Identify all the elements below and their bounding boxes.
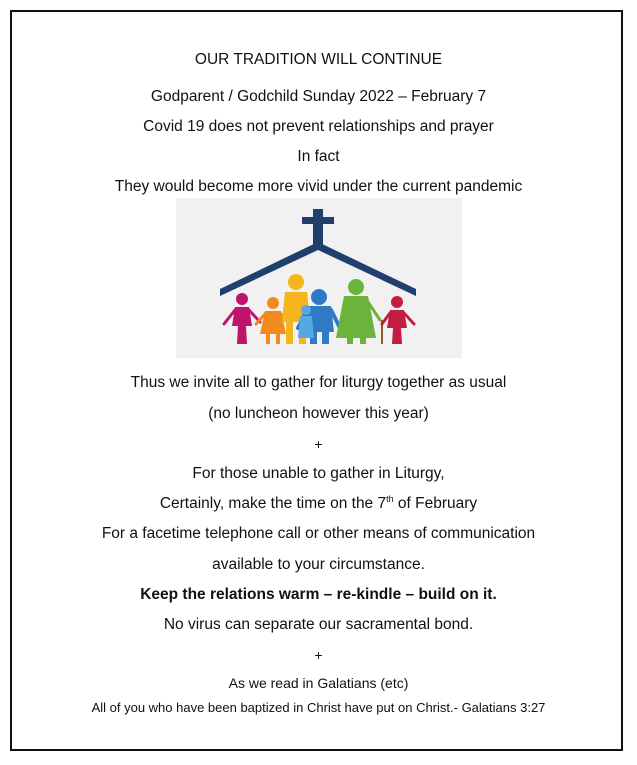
certainly-text-end: of February bbox=[393, 495, 478, 512]
galatians-intro: As we read in Galatians (etc) bbox=[228, 675, 409, 691]
facetime-line: For a facetime telephone call or other means of communication bbox=[101, 525, 536, 542]
luncheon-line: (no luncheon however this year) bbox=[208, 405, 429, 422]
keep-warm-line: Keep the relations warm – re-kindle – build on it. bbox=[140, 586, 497, 603]
church-family-illustration bbox=[176, 198, 462, 358]
no-virus-line: No virus can separate our sacramental bond. bbox=[163, 616, 474, 633]
flyer-frame bbox=[10, 10, 623, 751]
figure-crimson bbox=[382, 296, 414, 344]
covid-line: Covid 19 does not prevent relationships and prayer bbox=[143, 118, 494, 135]
unable-line: For those unable to gather in Liturgy, bbox=[192, 465, 445, 482]
certainly-text-start: Certainly, make the time on the 7 bbox=[159, 495, 387, 512]
figure-green bbox=[336, 279, 382, 344]
church-roof bbox=[220, 242, 416, 296]
vivid-line: They would become more vivid under the current pandemic bbox=[114, 178, 523, 195]
plus-separator-2: + bbox=[314, 647, 323, 663]
available-line: available to your circumstance. bbox=[212, 556, 425, 573]
cross-horizontal bbox=[302, 217, 334, 224]
plus-separator-1: + bbox=[314, 436, 323, 452]
flyer-title: OUR TRADITION WILL CONTINUE bbox=[194, 51, 443, 68]
event-line: Godparent / Godchild Sunday 2022 – February 7 bbox=[150, 88, 487, 105]
church-family-icon bbox=[176, 198, 462, 358]
figure-magenta bbox=[224, 293, 260, 344]
in-fact-line: In fact bbox=[297, 148, 340, 165]
invite-line: Thus we invite all to gather for liturgy together as usual bbox=[130, 374, 507, 391]
certainly-line bbox=[12, 494, 625, 514]
ordinal-suffix: th bbox=[386, 493, 394, 504]
galatians-quote: All of you who have been baptized in Christ have put on Christ.- Galatians 3:27 bbox=[91, 700, 546, 715]
